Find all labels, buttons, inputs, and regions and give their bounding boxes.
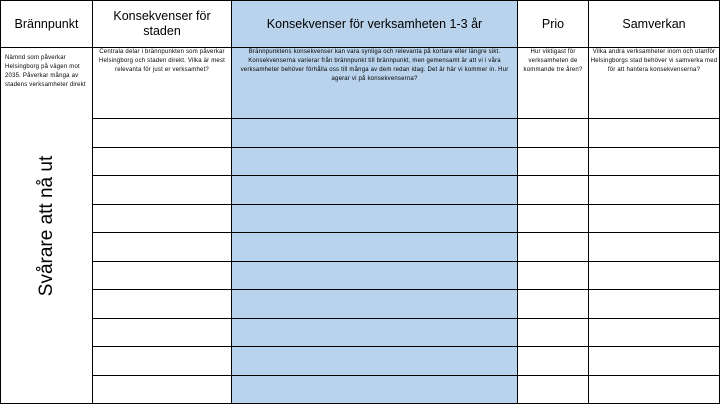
cell-verksamheten[interactable]: [232, 204, 518, 233]
cell-prio[interactable]: [518, 375, 589, 404]
cell-samverkan[interactable]: [589, 119, 720, 148]
cell-samverkan[interactable]: [589, 318, 720, 347]
side-label: Svårare att nå ut: [35, 155, 57, 296]
table-row: [1, 119, 720, 148]
description-verksamheten: Brännpunktens konsekvenser kan vara synliga och relevanta på kortare eller längre sikt. Konsekvenserna varierar från brännpunkt till brännpunkt, men gemensamt är att vi i våra verksamheter behöver förhålla oss till många av dem redan idag. Det är här vi kommer in. Hur agerar vi på konsekvenserna?: [232, 48, 518, 119]
header-prio: Prio: [518, 1, 589, 48]
cell-prio[interactable]: [518, 119, 589, 148]
cell-staden[interactable]: [93, 204, 232, 233]
cell-verksamheten[interactable]: [232, 375, 518, 404]
table-row: [1, 347, 720, 376]
cell-staden[interactable]: [93, 147, 232, 176]
description-row: [1, 48, 720, 119]
header-konsekvenser-staden: Konsekvenser för staden: [93, 1, 232, 48]
cell-prio[interactable]: [518, 261, 589, 290]
header-samverkan: Samverkan: [589, 1, 720, 48]
cell-verksamheten[interactable]: [232, 261, 518, 290]
table-row: [1, 318, 720, 347]
cell-samverkan[interactable]: [589, 261, 720, 290]
cell-samverkan[interactable]: [589, 290, 720, 319]
header-branpunkt: Brännpunkt: [1, 1, 93, 48]
description-prio: Hur viktigast för verksamheten de kommande tre åren?: [518, 48, 589, 119]
cell-staden[interactable]: [93, 318, 232, 347]
cell-prio[interactable]: [518, 147, 589, 176]
cell-staden[interactable]: [93, 375, 232, 404]
description-staden: Centrala delar i brännpunkten som påverkar Helsingborg och staden direkt. Vilka är mest relevanta för just er verksamhet?: [93, 48, 232, 119]
cell-staden[interactable]: [93, 290, 232, 319]
header-konsekvenser-verksamheten: Konsekvenser för verksamheten 1-3 år: [232, 1, 518, 48]
table-row: [1, 176, 720, 205]
cell-prio[interactable]: [518, 176, 589, 205]
branpunkt-cell: [1, 48, 93, 404]
cell-samverkan[interactable]: [589, 204, 720, 233]
cell-prio[interactable]: [518, 204, 589, 233]
cell-verksamheten[interactable]: [232, 347, 518, 376]
cell-verksamheten[interactable]: [232, 119, 518, 148]
branpunkt-description: Nämnd som påverkar Helsingborg på vägen mot 2035. Påverkar många av stadens verksamheter direkt: [5, 55, 86, 88]
table-row: [1, 204, 720, 233]
cell-verksamheten[interactable]: [232, 290, 518, 319]
cell-prio[interactable]: [518, 347, 589, 376]
cell-staden[interactable]: [93, 176, 232, 205]
cell-samverkan[interactable]: [589, 233, 720, 262]
cell-samverkan[interactable]: [589, 176, 720, 205]
cell-verksamheten[interactable]: [232, 176, 518, 205]
cell-samverkan[interactable]: [589, 375, 720, 404]
cell-verksamheten[interactable]: [232, 318, 518, 347]
description-samverkan: Vilka andra verksamheter inom och utanför Helsingborgs stad behöver vi samverka med för att hantera konsekvenserna?: [589, 48, 720, 119]
table-row: [1, 290, 720, 319]
cell-prio[interactable]: [518, 233, 589, 262]
table-row: [1, 233, 720, 262]
cell-verksamheten[interactable]: [232, 147, 518, 176]
cell-staden[interactable]: [93, 119, 232, 148]
cell-staden[interactable]: [93, 261, 232, 290]
cell-staden[interactable]: [93, 233, 232, 262]
cell-staden[interactable]: [93, 347, 232, 376]
table-row: [1, 375, 720, 404]
header-row: [1, 1, 720, 48]
cell-samverkan[interactable]: [589, 147, 720, 176]
cell-samverkan[interactable]: [589, 347, 720, 376]
cell-prio[interactable]: [518, 290, 589, 319]
table-row: [1, 147, 720, 176]
table-row: [1, 261, 720, 290]
cell-prio[interactable]: [518, 318, 589, 347]
cell-verksamheten[interactable]: [232, 233, 518, 262]
